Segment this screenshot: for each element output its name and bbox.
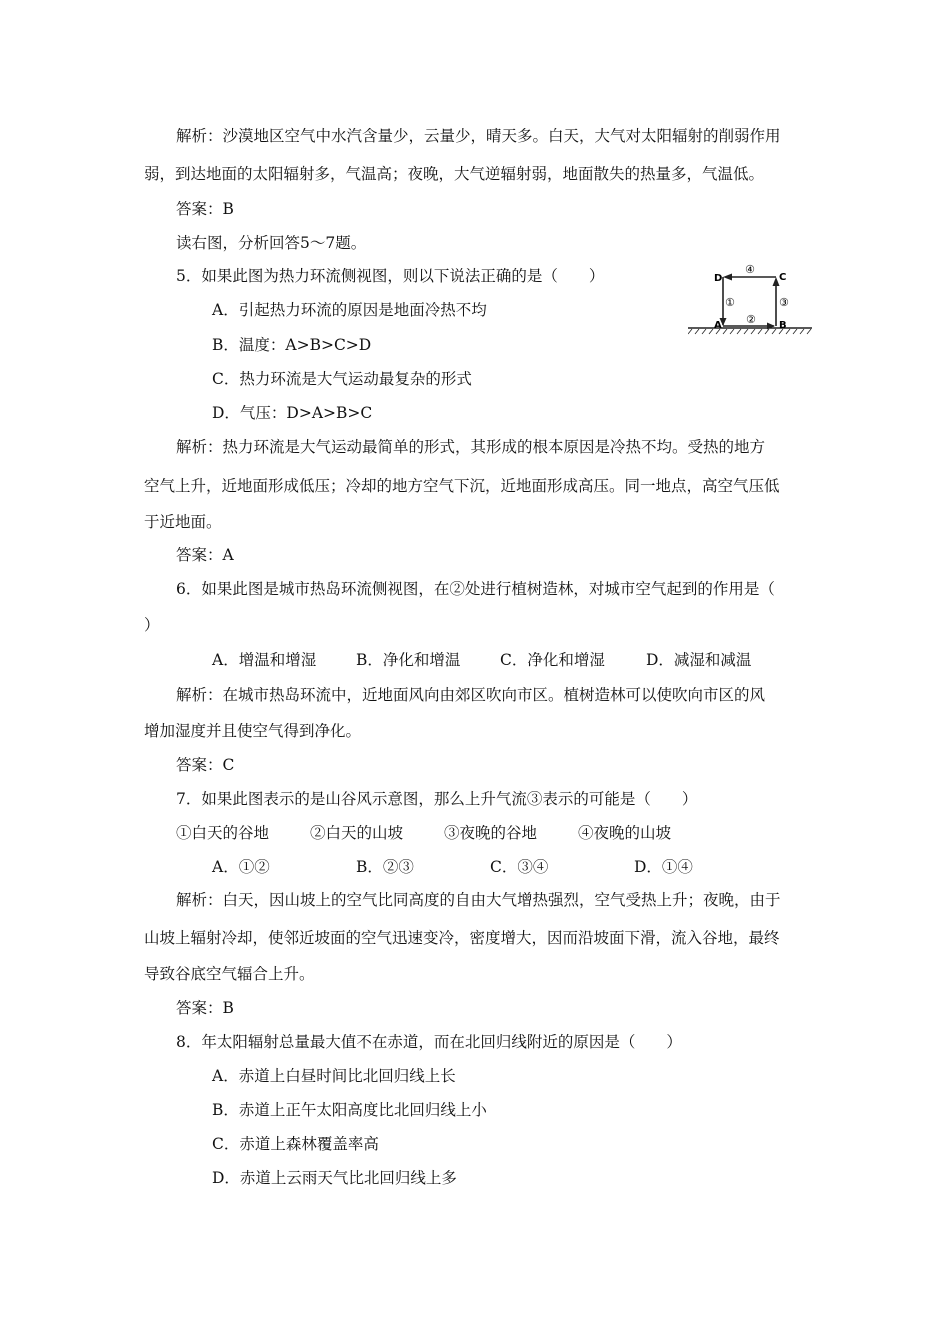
q4-answer: 答案：B bbox=[176, 200, 234, 218]
q7-items bbox=[176, 823, 671, 843]
q5-answer: 答案：A bbox=[176, 546, 234, 564]
label-arrow-3: ③ bbox=[779, 296, 789, 309]
q6-answer: 答案：C bbox=[176, 756, 235, 774]
q4-analysis-line-1: 解析：沙漠地区空气中水汽含量少，云量少，晴天多。白天，大气对太阳辐射的削弱作用 bbox=[176, 127, 781, 145]
label-b: B bbox=[779, 320, 787, 331]
q8-stem: 8．年太阳辐射总量最大值不在赤道，而在北回归线附近的原因是（ ） bbox=[176, 1033, 682, 1051]
q7-option-b: B．②③ bbox=[356, 858, 414, 876]
label-d: D bbox=[714, 273, 723, 284]
q8-option-b: B．赤道上正午太阳高度比北回归线上小 bbox=[212, 1101, 487, 1119]
q7-analysis-line-1: 解析：白天，因山坡上的空气比同高度的自由大气增热强烈，空气受热上升；夜晚，由于 bbox=[176, 891, 781, 909]
circulation-diagram bbox=[688, 262, 816, 340]
label-arrow-2: ② bbox=[746, 313, 756, 326]
q5-analysis-line-3: 于近地面。 bbox=[144, 513, 222, 531]
q5-analysis-line-2: 空气上升，近地面形成低压；冷却的地方空气下沉，近地面形成高压。同一地点，高空气压低 bbox=[144, 477, 780, 495]
q7-option-c: C．③④ bbox=[490, 858, 549, 876]
q7-item-4: ④夜晚的山坡 bbox=[578, 824, 672, 842]
ground-hatching bbox=[688, 329, 811, 334]
q6-option-b: B．净化和增温 bbox=[356, 651, 461, 669]
q6-option-d: D．减湿和减温 bbox=[646, 651, 752, 669]
q7-options bbox=[212, 857, 693, 877]
label-a: A bbox=[714, 320, 722, 331]
q8-option-d: D．赤道上云雨天气比北回归线上多 bbox=[212, 1169, 457, 1187]
q6-stem-line-2: ） bbox=[144, 616, 160, 634]
q7-stem: 7．如果此图表示的是山谷风示意图，那么上升气流③表示的可能是（ ） bbox=[176, 790, 698, 808]
q7-answer: 答案：B bbox=[176, 999, 234, 1017]
q7-item-1: ①白天的谷地 bbox=[176, 824, 270, 842]
intro-text: 读右图，分析回答5～7题。 bbox=[176, 234, 367, 252]
q7-item-2: ②白天的山坡 bbox=[310, 824, 404, 842]
q6-analysis-line-1: 解析：在城市热岛环流中，近地面风向由郊区吹向市区。植树造林可以使吹向市区的风 bbox=[176, 686, 766, 704]
q7-analysis-line-3: 导致谷底空气辐合上升。 bbox=[144, 965, 315, 983]
q5-option-b: B．温度：A>B>C>D bbox=[212, 336, 372, 354]
q7-option-d: D．①④ bbox=[634, 858, 693, 876]
q7-item-3: ③夜晚的谷地 bbox=[444, 824, 538, 842]
q5-stem: 5．如果此图为热力环流侧视图，则以下说法正确的是（ ） bbox=[176, 267, 605, 285]
q6-stem-line-1: 6．如果此图是城市热岛环流侧视图，在②处进行植树造林，对城市空气起到的作用是（ bbox=[176, 580, 775, 598]
q5-option-c: C．热力环流是大气运动最复杂的形式 bbox=[212, 370, 472, 388]
q5-analysis-line-1: 解析：热力环流是大气运动最简单的形式，其形成的根本原因是冷热不均。受热的地方 bbox=[176, 438, 766, 456]
q5-option-d: D．气压：D>A>B>C bbox=[212, 404, 373, 422]
label-arrow-1: ① bbox=[725, 296, 735, 309]
q7-analysis-line-2: 山坡上辐射冷却，使邻近坡面的空气迅速变冷，密度增大，因而沿坡面下滑，流入谷地，最终 bbox=[144, 929, 780, 947]
label-arrow-4: ④ bbox=[745, 263, 755, 276]
q5-option-a: A．引起热力环流的原因是地面冷热不均 bbox=[212, 301, 487, 319]
q7-option-a: A．①② bbox=[212, 858, 270, 876]
q4-analysis-line-2: 弱，到达地面的太阳辐射多，气温高；夜晚，大气逆辐射弱，地面散失的热量多，气温低。 bbox=[144, 165, 765, 183]
q6-options bbox=[212, 650, 751, 670]
label-c: C bbox=[779, 272, 787, 283]
q6-option-a: A．增温和增湿 bbox=[212, 651, 317, 669]
q6-option-c: C．净化和增湿 bbox=[500, 651, 605, 669]
q8-option-a: A．赤道上白昼时间比北回归线上长 bbox=[212, 1067, 456, 1085]
q6-analysis-line-2: 增加湿度并且使空气得到净化。 bbox=[144, 722, 362, 740]
q8-option-c: C．赤道上森林覆盖率高 bbox=[212, 1135, 379, 1153]
arrow-4-head bbox=[723, 274, 732, 281]
